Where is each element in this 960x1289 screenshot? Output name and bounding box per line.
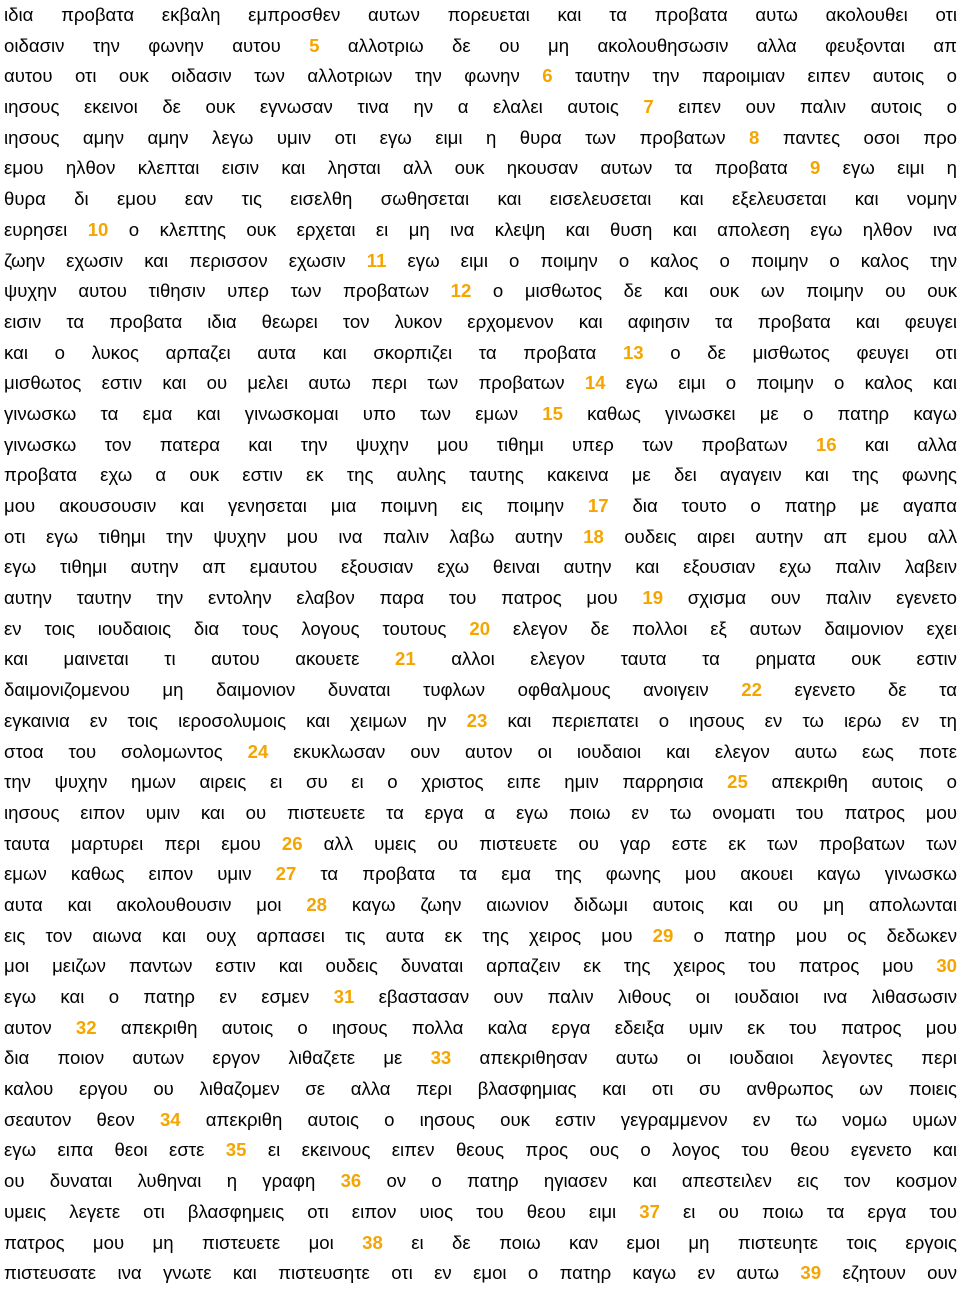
verse-number: 8: [749, 126, 760, 148]
verse-number: 28: [306, 893, 328, 915]
verse-number: 38: [362, 1231, 383, 1253]
text-line: [4, 614, 957, 645]
text-line: [4, 1197, 957, 1228]
verse-number: 7: [643, 96, 654, 118]
verse-text: εγω ειμι ο ποιμην ο καλος ο ποιμην ο καλος την: [386, 249, 957, 271]
verse-text: αλλοι ελεγον ταυτα τα ρηματα ουκ εστιν: [415, 648, 957, 670]
verse-text: εγενετο δε τα: [761, 679, 957, 701]
verse-text: αυτου οτι ουκ οιδασιν των αλλοτριων την φωνην: [4, 65, 543, 87]
verse-number: 26: [281, 832, 303, 854]
verse-number: 16: [815, 433, 837, 455]
text-line: [4, 706, 957, 737]
verse-text: εμων καθως ειπον υμιν: [4, 863, 276, 885]
text-line: [4, 460, 957, 491]
verse-text: την ψυχην ημων αιρεις ει συ ει ο χριστος ειπε ημιν παρρησια: [4, 771, 728, 793]
verse-number: 23: [466, 709, 488, 731]
verse-number: 24: [247, 740, 269, 762]
verse-number: 35: [225, 1139, 247, 1161]
verse-text: εγω και ο πατηρ εν εσμεν: [4, 986, 334, 1007]
verse-text: ιησους αμην αμην λεγω υμιν οτι εγω ειμι η θυρα των προβατων: [4, 126, 750, 148]
text-line: [4, 798, 957, 829]
verse-text: εβαστασαν ουν παλιν λιθους οι ιουδαιοι ινα λιθασωσιν: [354, 986, 957, 1007]
text-line: [4, 1166, 957, 1197]
verse-text: εν τοις ιουδαιοις δια τους λογους τουτους: [4, 617, 470, 639]
text-line: [4, 522, 957, 553]
verse-text: καγω ζωην αιωνιον διδωμι αυτοις και ου μη απολωνται: [327, 893, 957, 915]
verse-text: απεκριθησαν αυτω οι ιουδαιοι λεγοντες περι: [451, 1047, 957, 1069]
verse-text: ιησους ειπον υμιν και ου πιστευετε τα εργα α εγω ποιω εν τω ονοματι του πατρος μου: [4, 801, 957, 823]
text-line: [4, 246, 957, 277]
verse-text: αυτον: [4, 1016, 76, 1038]
text-line: [4, 0, 957, 31]
verse-text: ει εκεινους ειπεν θεους προς ους ο λογος του θεου εγενετο και: [246, 1139, 957, 1161]
verse-number: 19: [642, 587, 664, 609]
text-line: [4, 153, 957, 184]
verse-number: 21: [395, 648, 416, 670]
verse-text: ει ου ποιω τα εργα του: [659, 1200, 957, 1222]
verse-text: γινωσκω τον πατερα και την ψυχην μου τιθημι υπερ των προβατων: [4, 433, 816, 455]
text-line: [4, 1228, 957, 1259]
verse-number: 17: [587, 495, 609, 516]
verse-text: εισιν τα προβατα ιδια θεωρει τον λυκον ερχομενον και αφιησιν τα προβατα και φευγει: [4, 310, 957, 332]
verse-text: εγω τιθημι αυτην απ εμαυτου εξουσιαν εχω θειναι αυτην και εξουσιαν εχω παλιν λαβειν: [4, 556, 957, 578]
verse-text: εις τον αιωνα και ουχ αρπασει τις αυτα εκ της χειρος μου: [4, 924, 653, 946]
verse-text: ελεγον δε πολλοι εξ αυτων δαιμονιον εχει: [490, 617, 957, 639]
verse-text: ιησους εκεινοι δε ουκ εγνωσαν τινα ην α ελαλει αυτοις: [4, 96, 644, 118]
verse-number: 18: [583, 525, 604, 547]
text-line: [4, 430, 957, 461]
verse-text: απεκριθη αυτοις ο: [747, 771, 957, 793]
verse-text: υμεις λεγετε οτι βλασφημεις οτι ειπον υιος του θεου ειμι: [4, 1200, 640, 1222]
verse-number: 30: [936, 955, 957, 977]
text-line: [4, 276, 957, 307]
verse-text: πιστευσατε ινα γνωτε και πιστευσητε οτι εν εμοι ο πατηρ καγω εν αυτω: [4, 1262, 801, 1284]
text-line: [4, 307, 957, 338]
text-line: [4, 859, 957, 890]
verse-text: ταυτα μαρτυρει περι εμου: [4, 832, 282, 854]
verse-text: οιδασιν την φωνην αυτου: [4, 34, 310, 56]
verse-text: μισθωτος εστιν και ου μελει αυτω περι των προβατων: [4, 372, 585, 394]
verse-text: εγκαινια εν τοις ιεροσολυμοις και χειμων ην: [4, 709, 467, 731]
text-line: [4, 767, 957, 798]
text-line: [4, 829, 957, 860]
verse-number: 9: [810, 157, 821, 179]
verse-number: 12: [450, 280, 472, 302]
text-line: [4, 338, 957, 369]
verse-text: εζητουν ουν: [821, 1262, 957, 1284]
verse-text: εκυκλωσαν ουν αυτον οι ιουδαιοι και ελεγον αυτω εως ποτε: [268, 740, 957, 762]
verse-number: 39: [800, 1262, 822, 1284]
verse-text: ο πατηρ μου ος δεδωκεν: [673, 924, 957, 946]
verse-text: καλου εργου ου λιθαζομεν σε αλλα περι βλασφημιας και οτι συ ανθρωπος ων ποιεις: [4, 1078, 957, 1100]
verse-text: προβατα εχω α ουκ εστιν εκ της αυλης ταυτης κακεινα με δει αγαγειν και της φωνης: [4, 464, 957, 486]
text-line: [4, 1258, 957, 1289]
verse-number: 15: [542, 402, 563, 424]
verse-text: ου δυναται λυθηναι η γραφη: [4, 1170, 341, 1192]
verse-number: 29: [652, 924, 674, 946]
verse-text: δια τουτο ο πατηρ με αγαπα: [608, 495, 957, 516]
verse-text: θυρα δι εμου εαν τις εισελθη σωθησεται και εισελευσεται και εξελευσεται και νομην: [4, 188, 957, 210]
text-line: [4, 491, 957, 522]
text-line: [4, 61, 957, 92]
verse-number: 37: [639, 1200, 660, 1222]
text-line: [4, 1043, 957, 1074]
verse-text: δια ποιον αυτων εργον λιθαζετε με: [4, 1047, 431, 1069]
scripture-text-block: [4, 0, 957, 1289]
text-line: [4, 737, 957, 768]
verse-text: εγω ειμι η: [820, 157, 957, 179]
verse-number: 14: [584, 372, 606, 394]
verse-text: εμου ηλθον κλεπται εισιν και λησται αλλ ουκ ηκουσαν αυτων τα προβατα: [4, 157, 811, 179]
text-line: [4, 31, 957, 62]
verse-text: σχισμα ουν παλιν εγενετο: [663, 587, 957, 609]
text-line: [4, 92, 957, 123]
verse-number: 33: [430, 1047, 452, 1069]
verse-text: εγω ειπα θεοι εστε: [4, 1139, 226, 1161]
verse-number: 6: [542, 65, 553, 87]
verse-text: αυτην ταυτην την εντολην ελαβον παρα του πατρος μου: [4, 587, 643, 609]
verse-number: 32: [75, 1016, 97, 1038]
verse-text: σεαυτον θεον: [4, 1108, 160, 1130]
verse-text: και ο λυκος αρπαζει αυτα και σκορπιζει τα προβατα: [4, 341, 623, 363]
verse-text: τα προβατα τα εμα της φωνης μου ακουει καγω γινωσκω: [296, 863, 957, 885]
verse-number: 31: [333, 986, 355, 1007]
verse-text: δαιμονιζομενου μη δαιμονιον δυναται τυφλων οφθαλμους ανοιγειν: [4, 679, 742, 701]
verse-text: και μαινεται τι αυτου ακουετε: [4, 648, 395, 670]
verse-text: οτι εγω τιθημι την ψυχην μου ινα παλιν λαβω αυτην: [4, 525, 584, 547]
verse-text: μοι μειζων παντων εστιν και ουδεις δυναται αρπαζειν εκ της χειρος του πατρος μου: [4, 955, 937, 977]
text-line: [4, 583, 957, 614]
verse-text: απεκριθη αυτοις ο ιησους πολλα καλα εργα εδειξα υμιν εκ του πατρος μου: [96, 1016, 957, 1038]
verse-text: ο δε μισθωτος φευγει οτι: [643, 341, 957, 363]
text-line: [4, 1013, 957, 1044]
verse-text: εγω ειμι ο ποιμην ο καλος και: [605, 372, 957, 394]
text-line: [4, 368, 957, 399]
verse-number: 36: [340, 1170, 362, 1192]
verse-text: αλλοτριω δε ου μη ακολουθησωσιν αλλα φευξονται απ: [319, 34, 957, 56]
text-line: [4, 675, 957, 706]
verse-text: ο μισθωτος δε και ουκ ων ποιμην ου ουκ: [471, 280, 958, 302]
verse-number: 5: [309, 34, 320, 56]
verse-text: και αλλα: [836, 433, 958, 455]
text-line: [4, 399, 957, 430]
verse-number: 13: [622, 341, 644, 363]
verse-text: πατρος μου μη πιστευετε μοι: [4, 1231, 363, 1253]
verse-text: μου ακουσουσιν και γενησεται μια ποιμνη εις ποιμην: [4, 495, 588, 516]
verse-text: γινωσκω τα εμα και γινωσκομαι υπο των εμων: [4, 402, 543, 424]
text-line: [4, 123, 957, 154]
verse-number: 22: [741, 679, 762, 701]
verse-text: ταυτην την παροιμιαν ειπεν αυτοις ο: [552, 65, 957, 87]
verse-text: ειπεν ουν παλιν αυτοις ο: [653, 96, 957, 118]
text-line: [4, 184, 957, 215]
verse-text: ιδια προβατα εκβαλη εμπροσθεν αυτων πορευεται και τα προβατα αυτω ακολουθει οτι: [4, 4, 957, 25]
verse-text: παντες οσοι προ: [759, 126, 957, 148]
verse-number: 10: [87, 218, 109, 240]
verse-number: 27: [275, 863, 297, 885]
verse-text: αλλ υμεις ου πιστευετε ου γαρ εστε εκ των προβατων των: [302, 832, 957, 854]
verse-text: ον ο πατηρ ηγιασεν και απεστειλεν εις τον κοσμον: [361, 1170, 957, 1192]
text-line: [4, 552, 957, 583]
verse-text: απεκριθη αυτοις ο ιησους ουκ εστιν γεγραμμενον εν τω νομω υμων: [180, 1108, 957, 1130]
verse-text: ευρησει: [4, 218, 88, 240]
text-line: [4, 215, 957, 246]
verse-number: 20: [469, 617, 491, 639]
verse-text: αυτα και ακολουθουσιν μοι: [4, 893, 307, 915]
verse-text: και περιεπατει ο ιησους εν τω ιερω εν τη: [487, 709, 957, 731]
text-line: [4, 1105, 957, 1136]
text-line: [4, 1135, 957, 1166]
verse-number: 11: [366, 249, 387, 271]
verse-text: ουδεις αιρει αυτην απ εμου αλλ: [603, 525, 957, 547]
text-line: [4, 951, 957, 982]
verse-text: στοα του σολομωντος: [4, 740, 248, 762]
verse-number: 34: [159, 1108, 181, 1130]
verse-text: ει δε ποιω καν εμοι μη πιστευητε τοις εργοις: [382, 1231, 957, 1253]
verse-text: ψυχην αυτου τιθησιν υπερ των προβατων: [4, 280, 451, 302]
text-line: [4, 921, 957, 952]
verse-text: ο κλεπτης ουκ ερχεται ει μη ινα κλεψη και θυση και απολεση εγω ηλθον ινα: [108, 218, 958, 240]
text-line: [4, 1074, 957, 1105]
text-line: [4, 982, 957, 1013]
verse-text: ζωην εχωσιν και περισσον εχωσιν: [4, 249, 367, 271]
text-line: [4, 644, 957, 675]
verse-number: 25: [727, 771, 748, 793]
text-line: [4, 890, 957, 921]
verse-text: καθως γινωσκει με ο πατηρ καγω: [562, 402, 957, 424]
